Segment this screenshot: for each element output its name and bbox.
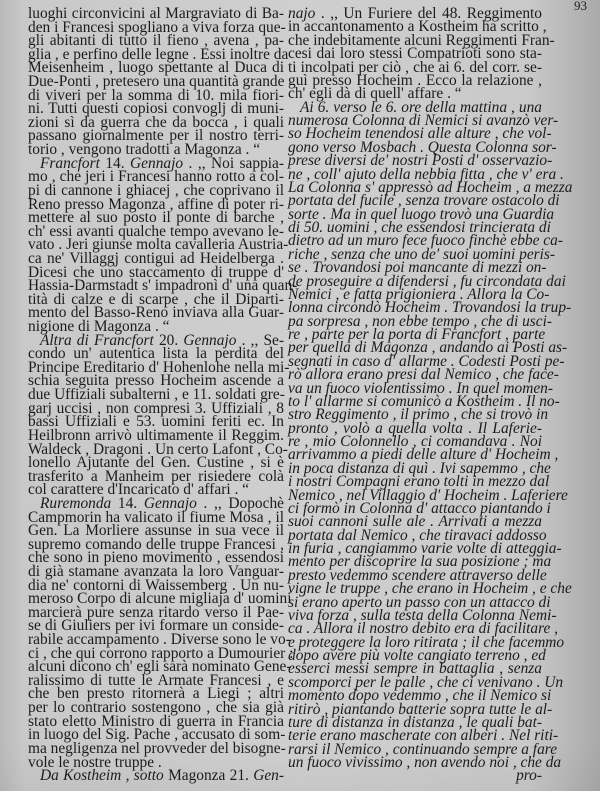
text-line: in furia , cangiammo varie volte di atteggia- (288, 540, 562, 557)
text-line: Nemici , e fatta prigioniera . Allora la Co- (288, 285, 550, 303)
text-line: najo . ,, Un Furiere del 48. Reggimento (288, 5, 542, 22)
text-line: rarsi il Nemico , continuando sempre a fare (288, 740, 558, 758)
text-line: se . Trovandosi poi mancante di mezzi on- (288, 259, 547, 277)
text-line: dia ne' contorni di Waissemberg . Un nu- (28, 576, 284, 594)
text-line: scomporci per le palle , che ci venivano . Un (288, 673, 564, 691)
text-line: i nostri Compagni erano tolti in mezzo dal (288, 473, 550, 491)
text-line: ci , che qui corrono rapporto a Dumourier : (28, 644, 294, 662)
text-line: den i Francesi spogliano a viva forza que- (28, 18, 286, 36)
right-column (288, 5, 573, 785)
text-line: mento per discoprire la sua posizione ; ma (288, 553, 552, 571)
text-line: Ai 6. verso le 6. ore della mattina , una (300, 98, 542, 116)
text-line: viva forza , sulla testa della Colonna Nemi- (288, 606, 557, 624)
text-line: mo , che jeri i Francesi hanno rotto a col- (28, 168, 284, 186)
text-line: ralissimo di tutte le Armate Francesi , e (28, 671, 284, 689)
text-line: in luogo del Sig. Pache , accusato di som- (28, 726, 286, 744)
text-line: Da Kostheim , sotto Magonza 21. Gen- (40, 767, 285, 785)
text-line: dopo avere più volte cangiato terreno , ed (288, 647, 546, 664)
text-line: se di Giuliers per ivi formare un conside- (28, 617, 284, 635)
text-line: ti incolpati per ciò , che ai 6. del corr. se- (288, 58, 542, 76)
text-line: vigne le truppe , che erano in Hocheim , e che (288, 580, 572, 598)
text-line: Gen. La Morliere assunse in sua vece il (28, 522, 284, 540)
text-line: re , mio Colonnello , ci comandava . Noi (288, 433, 542, 450)
text-line: ture di distanza in distanza , le quali bat- (288, 713, 542, 731)
left-column (28, 5, 298, 785)
text-line: pi di cannone i ghiacej , che coprivano il (28, 181, 284, 199)
text-line: re , parte per la porta di Francfort , parte (288, 326, 546, 343)
text-line: per quella di Magonza , andando ai Posti as- (288, 339, 568, 357)
text-line: riche , senza che uno de' suoi uomini peris- (288, 245, 556, 263)
text-line: garj uccisi , non compresi 3. Uffiziali , 8 (28, 399, 284, 417)
text-line: terie erano mascherate con alberi . Nel riti- (288, 727, 559, 745)
text-line: passano giornalmente per il nostro terri- (28, 127, 284, 145)
text-line: due Uffiziali subalterni , e 11. soldati gre- (28, 386, 285, 404)
text-line: nigione di Magonza . “ (28, 318, 170, 336)
text-line: un fuoco vivissimo , non avendo noi , che da (288, 754, 562, 771)
text-line: lonna circondò Hocheim . Trovandosi la trup- (288, 299, 572, 317)
text-line: ni. Tutti questi copiosi convoglj di muni- (28, 100, 284, 118)
text-line: ne , coll' ajuto della nebbia fitta , che v' era . (288, 165, 564, 183)
text-line: La Colonna s' appressò ad Hocheim , a mezza (288, 178, 573, 196)
text-line: luoghi circonvicini al Margraviato di Ba- (28, 5, 284, 22)
text-line: rabile accampamento . Diverse sono le vo- (28, 631, 291, 649)
text-line: segnati in caso d' allarme . Codesti Posti pe- (288, 352, 565, 370)
text-line: vato . Jeri giunse molta cavalleria Austria- (28, 236, 289, 254)
text-line: so Hocheim tenendosi alle alture , che vol- (288, 125, 552, 143)
text-line: Francfort 14. Gennajo . ,, Noi sappia- (40, 154, 285, 172)
text-line: portata dal Nemico , che tiravaci addosso (288, 526, 547, 544)
text-line: Principe Ereditario d' Hohenlohe nella mi- (28, 358, 290, 376)
text-line: per lo contrario sostengono , che sia già (28, 699, 284, 717)
text-line: trasferito a Manheim per risiedere colà (28, 467, 284, 485)
text-line: cesi dai loro stessi Compatrioti sono sta- (288, 45, 542, 63)
page-number: 93 (574, 0, 587, 13)
text-line: stro Reggimento , il primo , che si trovò in (288, 406, 549, 424)
text-line: pa sorpresa , non ebbe tempo , che di usci- (288, 312, 553, 330)
text-line: ch' egli dà di quell' affare . “ (288, 85, 462, 103)
text-line: stato eletto Ministro di guerra in Francia (28, 712, 284, 730)
text-line: Campmorin ha valicato il fiume Mosa , il (28, 508, 284, 526)
text-line: dietro ad un muro fece fuoco finchè ebbe ca- (288, 232, 563, 250)
text-line: rò allora erano presi dal Nemico , che face- (288, 366, 559, 384)
text-line: glia , e perfino delle legne . Essi inoltre da (28, 45, 289, 63)
text-line: mettere al suo posto il ponte di barche , (28, 209, 284, 227)
text-line: sorte . Ma in quel luogo trovò una Guardia (288, 205, 555, 223)
text-line: in accantonamento a Kostheim ha scritto , (288, 18, 547, 36)
text-line: in poca distanza di quì . Ivi sapemmo , che (288, 459, 551, 477)
text-line: si erano aperto un passo con un attacco di (288, 593, 551, 611)
text-line: arrivammo a piedi delle alture d' Hocheim , (288, 446, 559, 464)
text-line: ch' essi avanti qualche tempo avevano le- (28, 222, 284, 240)
text-line: alcuni dicono ch' egli sarà nominato Gene- (28, 658, 292, 676)
text-line: Meisenheim , luogo spettante al Duca di (28, 59, 284, 77)
text-line: mento del Basso-Reno inviava alla Guar- (28, 304, 284, 322)
text-line: meroso Corpo di alcune migliaja d' uomini (28, 590, 292, 608)
text-line: vole le nostre truppe . (28, 753, 162, 771)
text-line: di 50. uomini , che essendosi trincierata di (288, 219, 551, 236)
text-line: supremo comando delle truppe Francesi , (28, 535, 284, 553)
text-line: torio , vengono tradotti a Magonza . “ (28, 141, 261, 159)
text-line: suoi cannoni sulle ale . Arrivati a mezza (288, 513, 542, 531)
text-line: che sono in pieno movimento , essendosi (28, 549, 284, 567)
text-line: momento dopo vedemmo , che il Nemico si (288, 687, 552, 705)
text-line: ritirò , piantando batterie sopra tutte le al- (288, 700, 553, 718)
text-line: di viveri per la somma di 10. mila fiori- (28, 86, 284, 104)
text-line: to l' allarme si comunicò a Kostheim . Il no- (288, 392, 560, 410)
text-line: Dicesi che uno staccamento di truppe d' (28, 263, 284, 281)
text-line: marcierà pure senza ritardo verso il Pae- (28, 603, 284, 621)
text-line: portata del fucile , senza trovare ostacolo di (288, 192, 560, 210)
text-line: Hassia-Darmstadt s' impadronì d' una quan- (28, 277, 298, 295)
text-line: Heilbronn arrivò ultimamente il Reggim. (28, 426, 284, 444)
text-line: esserci messi sempre in battaglia , senza (288, 660, 542, 678)
text-line: gli abitanti di tutto il fieno , avena , pa- (28, 32, 284, 50)
text-line: zioni sì da guerra che da bocca , i quali (28, 113, 284, 131)
text-line: pro- (516, 767, 542, 785)
text-line: prese diversi de' nostri Posti d' osservazio- (288, 152, 553, 170)
text-line: col carattere d'Incaricato d' affari . “ (28, 481, 250, 499)
text-line: ca . Allora il nostro debito era di facilitare , (288, 620, 559, 638)
text-line: Reno presso Magonza , affine di poter ri- (28, 195, 284, 213)
text-line: Due-Ponti , pretesero una quantità grande (28, 73, 285, 91)
text-line: de proseguire a difendersi , fu circondata dai (288, 272, 566, 290)
text-line: pronto , volò a quella volta . Il Laferie- (288, 419, 542, 437)
text-line: Waldeck , Dragoni . Un certo Lafont , Co- (28, 440, 288, 458)
text-line: e proteggere la loro ritirata ; il che facemmo (288, 633, 565, 651)
text-line: bassi Uffiziali e 53. uomini feriti ec. In (28, 413, 284, 431)
text-line: ca ne' Villaggj contigui ad Heidelberga . (28, 249, 284, 267)
text-line: che ben presto ritornerà a Liegi ; altri (28, 685, 284, 703)
text-line: tità di calze e di scarpe , che il Diparti- (28, 290, 284, 308)
text-line: ci formò in Colonna d' attacco piantando i (288, 499, 551, 517)
text-line: va un fuoco violentissimo . In quel momen- (288, 379, 554, 397)
text-line: Nemico , nel Villaggio d' Hocheim . Laferiere (288, 486, 568, 504)
text-line: numerosa Colonna di Nemici si avanzò ver- (288, 112, 559, 129)
text-line: che indebitamente alcuni Reggimenti Fran- (288, 31, 555, 49)
text-line: condo un' autentica lista la perdita del (28, 345, 284, 363)
text-line: Altra di Francfort 20. Gennajo . ,, Se- (40, 331, 285, 349)
text-line: schia seguita presso Hocheim ascende a (28, 372, 284, 390)
text-line: gono verso Mosbach . Questa Colonna sor- (288, 138, 557, 156)
text-line: presto vedemmo scendere attraverso delle (288, 566, 547, 584)
text-line: di già stamane avanzata la loro Vanguar- (28, 562, 284, 580)
text-line: ma negligenza nel provveder del bisogne- (28, 739, 286, 757)
text-line: Ruremonda 14. Gennajo . ,, Dopochè (40, 494, 284, 512)
text-line: lonello Ajutante del Gen. Custine , si è (28, 454, 284, 472)
text-line: guì presso Hocheim . Ecco la relazione , (288, 71, 542, 89)
